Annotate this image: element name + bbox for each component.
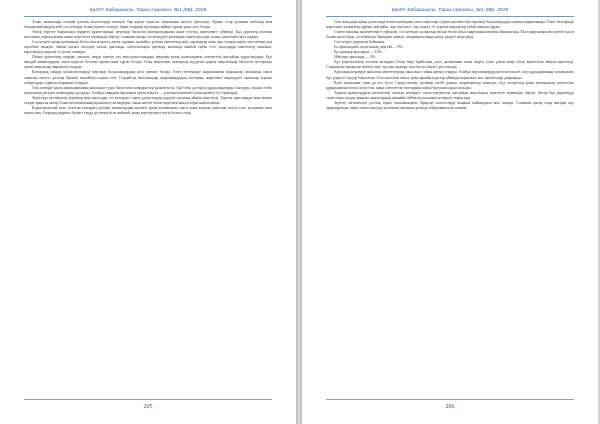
header-rule-left — [24, 16, 272, 17]
left-page — [0, 0, 296, 424]
paragraph: Сол кездегі қазақ қоғамында білім мен ағартуға деген сұраныс күшейіп, ұлттық мектептер ашу, оқулықтар жазу, ана тілінде оқыту мәселелері күн тәртібіне шықты. Зиялы қауым өкілдері халық арасында сауаттылықты арттыру жолында аянбай еңбек етті, ауылдарда мектептер ашылып, мұғалімдер даярлау ісі қолға алынды. — [24, 40, 272, 55]
paragraph: Қала халқының саны да өсе түсті. Сауда-саттық, қолөнер кәсібі дамып, жәрмеңкелер ашылды. Бұл өзгерістер қазақ қоғамының әлеуметтік құрылымына елеулі әсер етіп, жаңа әлеуметтік топтардың пайда болуына ықпал жасады. — [326, 80, 574, 90]
paragraph: Патша үкіметінің отарлау саясаты, жерді тартып алу мен қоныстандыру науқаны қазақ даласындағы әлеуметтік жағдайды күрделендірді. Бұл жағдай зиялылардың саяси күреске белсене араласуына түрткі болды. Олар жергілікті халықтың мүддесін қорғау мақсатында баспасөз беттерінде үнемі мақалалар жариялап отырды. — [24, 55, 272, 70]
footer-rule-left — [24, 399, 272, 400]
right-page-text — [326, 20, 574, 111]
running-head-right: ҚазҰУ Хабаршысы. Тарих сериясы. №1 (88). 2018 — [391, 8, 509, 13]
paragraph: Автор зерттеу барысында мұрағат құжаттарына, мерзімді баспасөз материалдарына және естелік деректерге сүйенеді. Бұл деректер аталған мәселенің тарихи мәнін ашып көрсетуге мүмкіндік береді, сонымен қатар сол кезеңдегі қоғамдық-саяси ахуалды толық сипаттауға жол ашады. — [24, 30, 272, 40]
paragraph: Зерттеу нәтижелері ұлттық тарих ғылымындағы бірқатар мәселелерді жаңаша пайымдауға жол ашады. Сонымен қатар олар жоғары оқу орындарында тарих пәнін оқытуда қосымша материал ретінде пайдаланылуы мүмкін. — [326, 100, 574, 110]
footer-rule-right — [326, 399, 574, 400]
paragraph: Алаш зиялылары осылай ұлттық мәселелерді шешуге бар күшін жұмсап, мақсатына жетуге ұмтылды. Әрине, олар ұсынған жобалар мен бағдарламалардың көбі сол кезеңде толық жүзеге аспады, бірақ олардың идеялары кейінгі ұрпақ үшін үлгі болды. — [24, 20, 272, 30]
right-page — [302, 0, 598, 424]
paragraph: Зерттеуде келтірілген деректер мен мысалдар сол кезеңдегі саяси үдерістердің күрделі сипатын айқын көрсетеді. Тарихи оқиғаларды жан-жақты талдау арқылы автор Алаш қозғалысының қалыптасу кезеңдерін, оның негізгі бағыттары мен міндеттерін нақтылайды. — [24, 95, 272, 105]
running-head-left: ҚазҰУ Хабаршысы. Тарих сериясы. №1 (88). 2018 — [89, 8, 207, 13]
statistic-line: Ер адамдар арасында — 12%. — [334, 50, 383, 55]
paragraph: Қоғамдық пікірді қалыптастыруда мерзімді басылымдардың рөлі ерекше болды. Газет беттерінде жарияланған мақалалар халықтың саяси санасын оятуға, ұлттық бірлікті нығайтуға ықпал етті. Сондай-ақ басылымдар оқырмандардың хаттарын, жергілікті жерлердегі оқиғалар туралы хабарларды тұрақты жариялап отырды. — [24, 70, 272, 85]
paragraph: Осы жылдары қазақ даласында өткен қоғамдық-саяси оқиғалар туралы мәліметтер мерзімді басылымдарда кеңінен жарияланды. Газет беттерінде жергілікті халықтың тұрмыс жағдайы, жер мәселесі, оқу-ағарту ісі туралы мақалалар үзбей шығып тұрды. — [326, 20, 574, 30]
left-page-text — [24, 20, 272, 116]
paragraph: Қорытындылай келе, аталған кезеңдегі ұлттық зиялылардың қызметі қазақ қоғамының саяси және мәдени дамуына елеулі үлес қосқанын атап өткен жөн. Олардың мұрасы бүгінгі таңда да өзектілігін жоймай, жаңа зерттеулерге негіз болып отыр. — [24, 105, 272, 115]
statistic-line: Ел арасындағы сауаттылық деңгейі — 8%. — [334, 45, 404, 50]
page-number-left: 205 — [143, 404, 153, 410]
page-number-right: 206 — [445, 404, 455, 410]
paragraph: Ауылдық жерлерде ашылған мектептердің саны жыл сайын артып отырды. Алайда мұғалімдердің жетіспеушілігі, оқу құралдарының тапшылығы бұл үдерісті едәуір баяулатты. Осы мәселені шешу үшін арнайы курстар ұйымдастырылып, жас мұғалімдер даярланды. — [326, 70, 574, 80]
paragraph: Статистикалық мәліметтерге сүйенсек, сол кезеңде халықтың басым бөлігі ауыл шаруашылығымен айналысқан. Мал шаруашылығы негізгі кәсіп болып қала берді, ал егіншілік біртіндеп дамып, отырықшылыққа көшу үдерісі жеделдеді. — [326, 30, 574, 40]
header-rule-right — [326, 16, 574, 17]
paragraph: Сол кездегі деректер бойынша: — [334, 40, 386, 45]
statistic-line: Әйелдер арасында — 3%. — [334, 55, 377, 60]
paragraph: Бұл көрсеткіштер аталған кезеңдегі білім беру жүйесінің әлсіз дамығанын және ағарту ісіне үлкен көңіл бөлу қажеттігін айқын көрсетеді. Сондықтан зиялылар мектеп ашу, оқулық шығару ісін басты міндет деп санады. — [326, 60, 574, 70]
paragraph: Тарихи құжаттардағы мәліметтер аталған кезеңдегі саяси-әлеуметтік жағдайды жан-жақты зерттеуге мүмкіндік береді. Автор бұл деректерді салыстыра талдау арқылы оқиғалардың шынайы бейнесін қалпына келтіруге тырысады. — [326, 90, 574, 100]
paragraph: Осы кезеңде қазақ зиялыларының арасында түрлі бағыттағы көзқарастар қалыптасты. Бір тобы дәстүрлі құндылықтарды сақтауды, екінші тобы еуропалық үлгідегі жаңғыруды қолдады. Алайда олардың барлығын ортақ мақсат — ұлттың болашағы үшін қызмет ету біріктірді. — [24, 85, 272, 95]
